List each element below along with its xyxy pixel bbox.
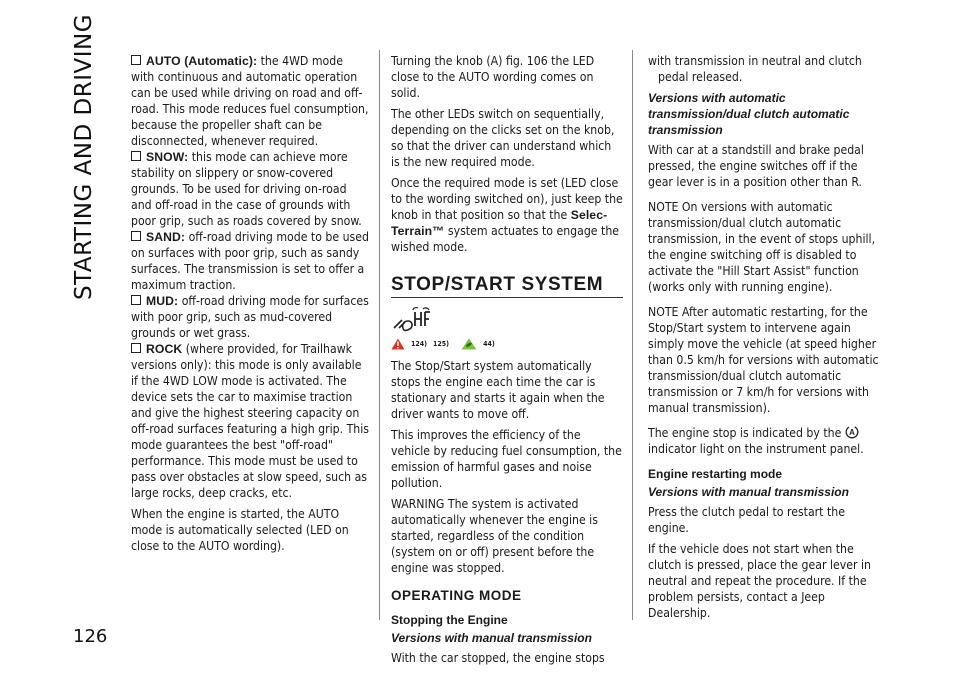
stop-start-icon bbox=[391, 306, 433, 332]
warning-reference: 124) bbox=[411, 340, 428, 348]
environment-triangle-icon bbox=[461, 338, 477, 350]
page-number: 126 bbox=[73, 626, 108, 647]
mode-item-auto: AUTO (Automatic): the 4WD mode with continuous and automatic operation can be used while driving on road and off-road. This mode reduces fuel consumption, because the propeller shaft can be disconnected, whenever required. bbox=[131, 54, 369, 148]
stop-start-indicator-icon bbox=[845, 425, 859, 439]
paragraph: This improves the efficiency of the vehicle by reducing fuel consumption, the emission of harmful gases and noise pollution. bbox=[391, 428, 622, 490]
note-paragraph: NOTE On versions with automatic transmission/dual clutch automatic transmission, in the event of stops uphill, the engine switching off is disabled to activate the "Hill Start Assist" function (works only with running engine). bbox=[648, 200, 876, 294]
paragraph: If the vehicle does not start when the clutch is pressed, place the gear lever in neutral and repeat the procedure. If the problem persists, contact a Jeep Dealership. bbox=[648, 542, 871, 620]
bullet-square-icon bbox=[131, 343, 141, 353]
mode-item-mud: MUD: off-road driving mode for surfaces with poor grip, such as mud-covered grounds or wet grass. bbox=[131, 294, 369, 340]
paragraph: The engine stop is indicated by the A indicator light on the instrument panel. bbox=[648, 426, 864, 456]
paragraph: With car at a standstill and brake pedal pressed, the engine switches off if the gear lever is in a position other than R. bbox=[648, 143, 864, 189]
column-3 bbox=[648, 53, 880, 626]
bullet-square-icon bbox=[131, 231, 141, 241]
column-1 bbox=[131, 53, 369, 559]
subheading-automatic: Versions with automatic transmission/dual clutch automatic transmission bbox=[648, 91, 850, 137]
reference-row bbox=[391, 336, 623, 352]
subheading-stopping: Stopping the Engine bbox=[391, 613, 508, 627]
subheading-restarting: Engine restarting mode bbox=[648, 467, 783, 481]
paragraph: Turning the knob (A) fig. 106 the LED close to the AUTO wording comes on solid. bbox=[391, 54, 595, 100]
section-title: STARTING AND DRIVING bbox=[71, 13, 97, 300]
bullet-square-icon bbox=[131, 55, 141, 65]
section-heading: STOP/START SYSTEM bbox=[391, 277, 623, 298]
mode-item-snow: SNOW: this mode can achieve more stability on slippery or snow-covered grounds. To be used for driving on-road and off-road in the case of grounds with poor grip, such as roads covered by snow. bbox=[131, 150, 362, 228]
paragraph: Press the clutch pedal to restart the engine. bbox=[648, 505, 845, 535]
warning-triangle-icon bbox=[391, 338, 405, 350]
bullet-square-icon bbox=[131, 295, 141, 305]
subheading-manual: Versions with manual transmission bbox=[391, 631, 592, 645]
paragraph: The Stop/Start system automatically stops the engine each time the car is stationary and starts it again when the driver wants to move off. bbox=[391, 359, 605, 421]
paragraph: Once the required mode is set (LED close to the wording switched on), just keep the knob in that position so that the Selec-Terrain™ system actuates to engage the wished mode. bbox=[391, 176, 623, 254]
note-paragraph: NOTE After automatic restarting, for the Stop/Start system to intervene again simply move the vehicle (at speed higher than 0.5 km/h for versions with automatic transmission/dual clutch automatic transmission or 7 km/h for versions with manual transmission). bbox=[648, 305, 879, 415]
column-divider bbox=[379, 50, 380, 620]
mode-item-sand: SAND: off-road driving mode to be used on surfaces with poor grip, such as sandy surfaces. The transmission is set to offer a maximum traction. bbox=[131, 230, 369, 292]
subheading-manual: Versions with manual transmission bbox=[648, 485, 849, 499]
warning-paragraph: WARNING The system is activated automatically whenever the engine is started, regardless of the condition (system on or off) present before the engine was stopped. bbox=[391, 497, 598, 575]
mode-item-rock: ROCK (where provided, for Trailhawk versions only): this mode is only available if the 4WD LOW mode is activated. The device sets the car to maximise traction and give the highest steering capacity on off-road surfaces featuring a high grip. This mode guarantees the best "off-road" performance. This mode must be used to pass over obstacles at slow speed, such as large rocks, deep cracks, etc. bbox=[131, 342, 369, 500]
svg-text:A: A bbox=[848, 428, 855, 437]
bullet-square-icon bbox=[131, 151, 141, 161]
column-divider bbox=[632, 50, 633, 620]
paragraph: The other LEDs switch on sequentially, depending on the clicks set on the knob, so that the driver can understand which is the new required mode. bbox=[391, 107, 615, 169]
warning-reference: 125) bbox=[433, 340, 450, 348]
paragraph: With the car stopped, the engine stops bbox=[391, 651, 605, 665]
stop-start-symbol bbox=[391, 304, 623, 332]
closing-paragraph: When the engine is started, the AUTO mode is automatically selected (LED on close to the AUTO wording). bbox=[131, 507, 349, 553]
subsection-heading: OPERATING MODE bbox=[391, 588, 522, 603]
environment-reference: 44) bbox=[483, 340, 495, 348]
paragraph: with transmission in neutral and clutch pedal released. bbox=[648, 54, 862, 84]
column-2 bbox=[391, 53, 623, 671]
